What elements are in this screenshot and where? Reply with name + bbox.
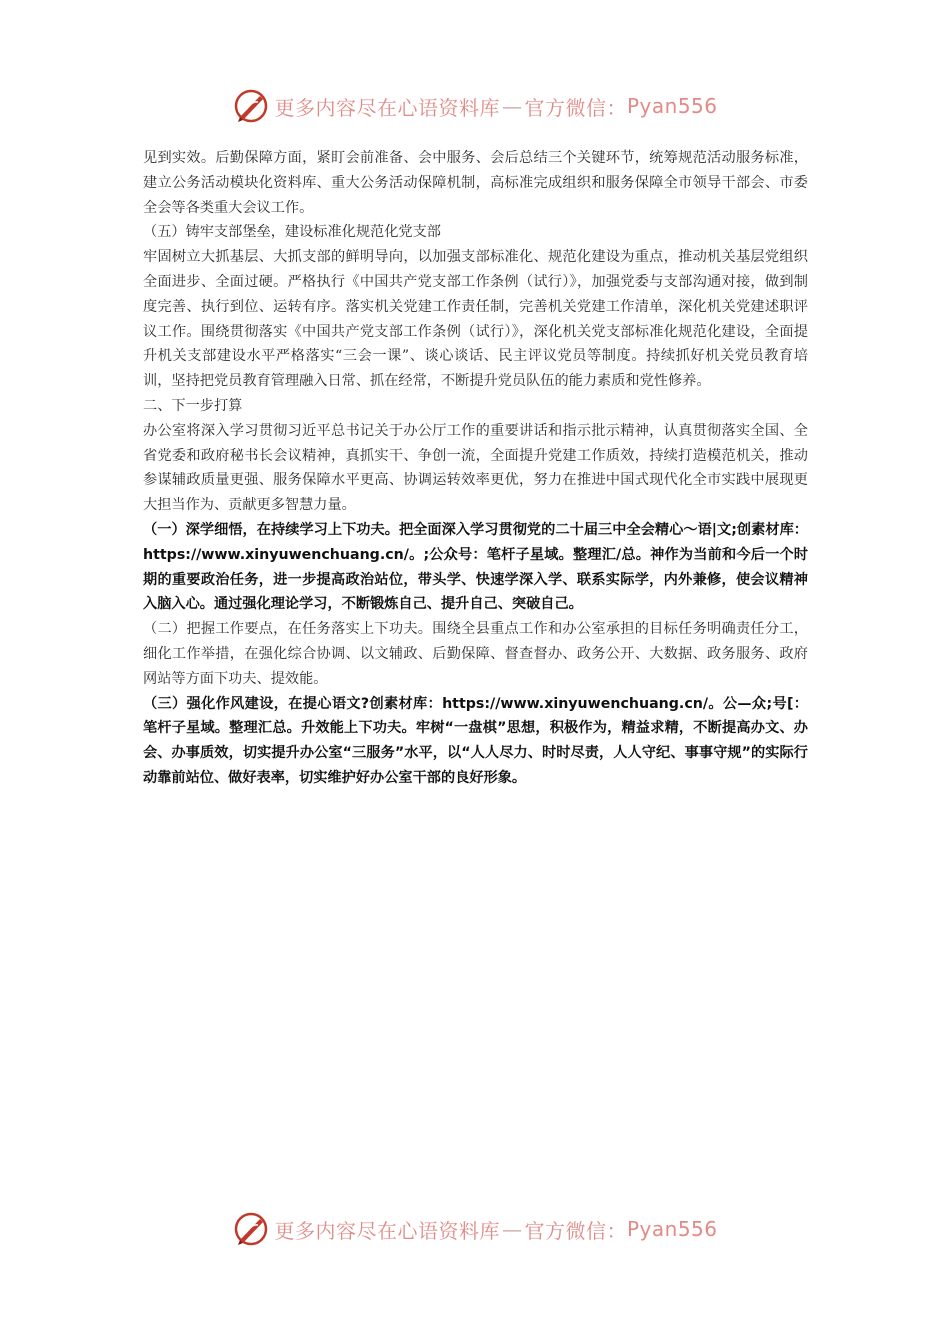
banner-wechat-id: Pyan556 — [626, 94, 718, 118]
banner-separator: — — [501, 1217, 523, 1241]
banner-text: 更多内容尽在心语资料库 — [274, 95, 500, 120]
paragraph-logistics: 见到实效。后勤保障方面，紧盯会前准备、会中服务、会后总结三个关键环节，统筹规范活动服务标准，建立公务活动模块化资料库、重大公务活动保障机制，高标准完成组织和服务保障全市领导干部会、市委全会等各类重大会议工作。 — [143, 150, 808, 216]
heading-branch: （五）铸牢支部堡垒，建设标准化规范化党支部 — [143, 224, 441, 241]
banner-text: 更多内容尽在心语资料库 — [274, 1218, 500, 1243]
heading-next-steps: 二、下一步打算 — [143, 397, 243, 414]
paragraph-item-3: （三）强化作风建设，在提心语文?创素材库：https://www.xinyuwenchuang.cn/。公—众;号[：笔杆子星域。整理汇总。升效能上下功夫。牢树“一盘棋”思想，积极作为，精益求精，不断提高办文、办会、办事质效，切实提升办公室“三服务”水平，以“人人尽力、时时尽责，人人守纪、事事守规”的实际行动靠前站位、做好表率，切实维护好办公室干部的良好形象。 — [143, 695, 808, 786]
document-body — [143, 146, 808, 791]
banner-wechat-id: Pyan556 — [626, 1217, 718, 1241]
footer-banner — [0, 1207, 950, 1251]
pen-logo-icon — [232, 1210, 270, 1248]
paragraph-item-1: （一）深学细悟，在持续学习上下功夫。把全面深入学习贯彻党的二十届三中全会精心～语|文;创素材库：https://www.xinyuwenchuang.cn/。;公众号：笔杆子星域。整理汇/总。神作为当前和今后一个时期的重要政治任务，进一步提高政治站位，带头学、快速学深入学、联系实际学，内外兼修，使会议精神入脑入心。通过强化理论学习，不断锻炼自己、提升自己、突破自己。 — [143, 521, 808, 613]
paragraph-item-2: （二）把握工作要点，在任务落实上下功夫。围绕全县重点工作和办公室承担的目标任务明确责任分工，细化工作举措，在强化综合协调、以文辅政、后勤保障、督查督办、政务公开、大数据、政务服务、政府网站等方面下功夫、提效能。 — [143, 621, 808, 687]
banner-separator: — — [501, 94, 523, 118]
banner-label: 官方微信： — [524, 1218, 627, 1243]
header-banner — [0, 84, 950, 128]
paragraph-next-steps: 办公室将深入学习贯彻习近平总书记关于办公厅工作的重要讲话和指示批示精神，认真贯彻落实全国、全省党委和政府秘书长会议精神，真抓实干、争创一流，全面提升党建工作质效，持续打造模范机关，推动参谋辅政质量更强、服务保障水平更高、协调运转效率更优，努力在推进中国式现代化全市实践中展现更大担当作为、贡献更多智慧力量。 — [143, 422, 808, 514]
banner-label: 官方微信： — [524, 95, 627, 120]
paragraph-branch: 牢固树立大抓基层、大抓支部的鲜明导向，以加强支部标准化、规范化建设为重点，推动机关基层党组织全面进步、全面过硬。严格执行《中国共产党支部工作条例（试行）》，加强党委与支部沟通对接，做到制度完善、执行到位、运转有序。落实机关党建工作责任制，完善机关党建工作清单，深化机关党建述职评议工作。围绕贯彻落实《中国共产党支部工作条例（试行）》，深化机关党支部标准化规范化建设，全面提升机关支部建设水平严格落实“三会一课”、谈心谈话、民主评议党员等制度。持续抓好机关党员教育培训，坚持把党员教育管理融入日常、抓在经常，不断提升党员队伍的能力素质和党性修养。 — [143, 249, 808, 390]
pen-logo-icon — [232, 87, 270, 125]
